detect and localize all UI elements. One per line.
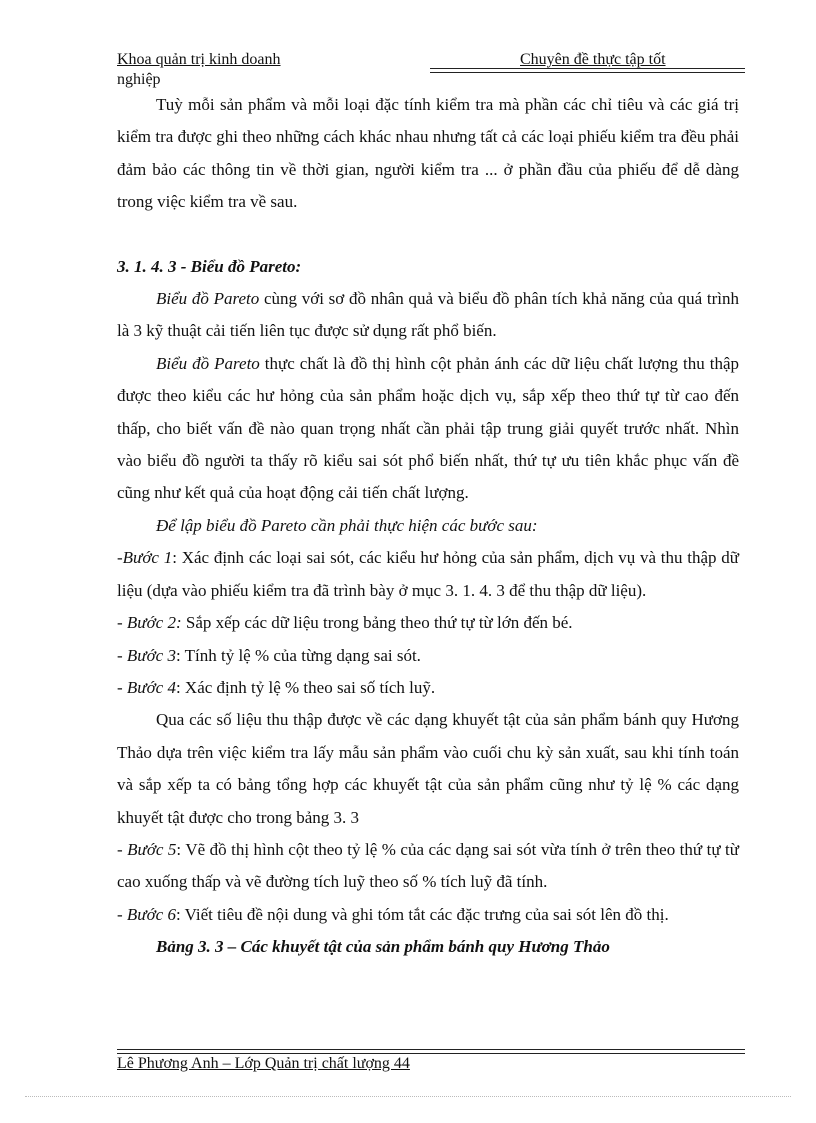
step-label: Bước 4: [126, 677, 176, 697]
step-label: Bước 6: [126, 904, 176, 924]
step-text: : Tính tỷ lệ % của từng dạng sai sót.: [175, 645, 421, 665]
step-label: Bước 2:: [126, 613, 182, 633]
step-label: Bước 5: [127, 839, 177, 859]
page-break-line: [25, 1096, 791, 1097]
step-6: [117, 899, 739, 931]
bullet: -: [117, 548, 123, 568]
step-text: : Vẽ đồ thị hình cột theo tỷ lệ % của các dạng sai sót vừa tính ở trên theo thứ tự từ cao xuống thấp và vẽ đường tích luỹ theo số % tích luỹ đã tính.: [117, 839, 739, 892]
paragraph-text: cùng với sơ đồ nhân quả và biểu đồ phân tích khả năng của quá trình là 3 kỹ thuật cải tiến liên tục được sử dụng rất phổ biến.: [117, 289, 740, 341]
step-2: [117, 607, 739, 639]
bullet: -: [117, 839, 128, 859]
step-label: Bước 1: [122, 548, 173, 568]
document-body: [117, 89, 739, 964]
steps-intro: Để lập biểu đồ Pareto cần phải thực hiện các bước sau:: [156, 515, 538, 535]
header-wrap: nghiệp: [117, 71, 161, 88]
bullet: -: [117, 645, 127, 665]
paragraph: [117, 348, 739, 510]
header-rule-top: [430, 68, 745, 69]
table-caption: Bảng 3. 3 – Các khuyết tật của sản phẩm bánh quy Hương Thảo: [156, 937, 610, 957]
step-5: [117, 834, 739, 899]
spacer: [117, 219, 739, 251]
paragraph: [117, 283, 739, 348]
step-1: [117, 542, 739, 607]
paragraph-text: thực chất là đồ thị hình cột phản ánh các dữ liệu chất lượng thu thập được theo kiểu các hư hỏng của sản phẩm hoặc dịch vụ, sắp xếp theo thứ tự từ cao đến thấp, cho biết vấn đề nào quan trọng nhất cần phải tập trung giải quyết trước nhất. Nhìn vào biểu đồ người ta thấy rõ kiểu sai sót phổ biến nhất, thứ tự ưu tiên khắc phục vấn đề cũng như kết quả của hoạt động cải tiến chất lượng.: [117, 353, 739, 503]
step-text: : Xác định các loại sai sót, các kiểu hư hỏng của sản phẩm, dịch vụ và thu thập dữ liệu (dựa vào phiếu kiểm tra đã trình bày ở mục 3. 1. 4. 3 để thu thập dữ liệu).: [117, 548, 740, 600]
bullet: -: [117, 613, 127, 633]
step-text: : Xác định tỷ lệ % theo sai số tích luỹ.: [175, 677, 436, 697]
step-text: Sắp xếp các dữ liệu trong bảng theo thứ tự từ lớn đến bé.: [181, 613, 573, 633]
step-text: : Viết tiêu đề nội dung và ghi tóm tắt các đặc trưng của sai sót lên đồ thị.: [175, 904, 669, 924]
paragraph: Qua các số liệu thu thập được về các dạng khuyết tật của sản phẩm bánh quy Hương Thảo dựa trên việc kiểm tra lấy mẫu sản phẩm vào cuối chu kỳ sản xuất, sau khi tính toán và sắp xếp ta có bảng tổng hợp các khuyết tật của sản phẩm cũng như tỷ lệ % các dạng khuyết tật được cho trong bảng 3. 3: [117, 710, 739, 827]
header-rule-bottom: [430, 72, 745, 73]
step-label: Bước 3: [126, 645, 176, 665]
header-left: Khoa quản trị kinh doanh: [117, 51, 281, 68]
header-right: Chuyên đề thực tập tốt: [520, 51, 666, 68]
step-4: [117, 672, 739, 704]
term: Biểu đồ Pareto: [156, 353, 260, 373]
page-footer: Lê Phương Anh – Lớp Quản trị chất lượng 44: [117, 1055, 410, 1072]
section-heading: 3. 1. 4. 3 - Biểu đồ Pareto:: [117, 256, 302, 276]
paragraph: Tuỳ mỗi sản phẩm và mỗi loại đặc tính kiểm tra mà phần các chỉ tiêu và các giá trị kiểm tra được ghi theo những cách khác nhau nhưng tất cả các loại phiếu kiểm tra đều phải đảm bảo các thông tin về thời gian, người kiểm tra ... ở phần đầu của phiếu để dễ dàng trong việc kiểm tra về sau.: [117, 95, 739, 212]
footer-rule-top: [117, 1049, 745, 1050]
bullet: -: [117, 677, 127, 697]
step-3: [117, 640, 739, 672]
term: Biểu đồ Pareto: [156, 289, 260, 309]
bullet: -: [117, 904, 127, 924]
